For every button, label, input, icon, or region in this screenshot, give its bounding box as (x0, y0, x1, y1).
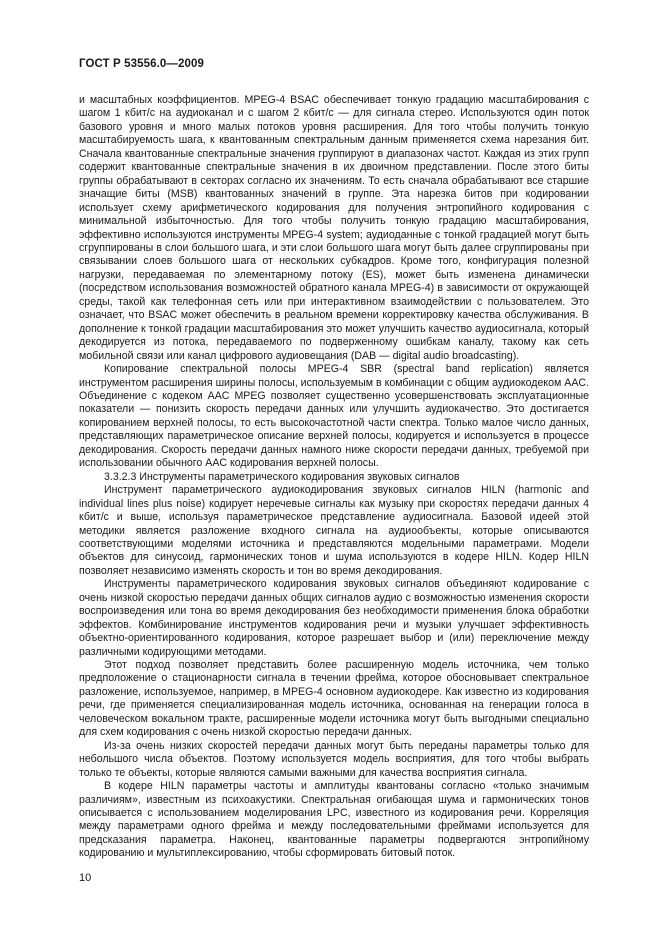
body-text (79, 94, 589, 861)
paragraph-source-model: Этот подход позволяет представить более расширенную модель источника, чем только предположение о стационарности сигнала в течении фрейма, которое обосновывает спектральное разложение, используемое, например, в MPEG-4 основном аудиокодере. Как известно из кодирования речи, где применяется специализированная модель источника, основанная на генерации голоса в человеческом вокальном тракте, расширенные модели источника могут быть выгодными специально для схем кодирования с очень низкой скоростью передачи данных. (79, 659, 589, 739)
paragraph-parametric-tools: Инструменты параметрического кодирования звуковых сигналов объединяют кодирование с очень низкой скоростью передачи данных общих сигналов аудио с возможностью изменения скорости воспроизведения или тона во время декодирования без необходимости применения блока обработки эффектов. Комбинирование инструментов кодирования речи и музыки улучшает эффективность объектно-ориентированного кодирования, которое разрешает выбор и (или) переключение между различными кодирующими методами. (79, 578, 589, 658)
paragraph-bsac: и масштабных коэффициентов. MPEG-4 BSAC обеспечивает тонкую градацию масштабирования с шагом 1 кбит/с на аудиоканал и с шагом 2 кбит/с — для сигнала стерео. Используются один поток базового уровня и много малых потоков уровня расширения. Для того чтобы получить тонкую масштабируемость шага, к квантованным спектральным данным применяется схема нарезания бит. Сначала квантованные спектральные значения группируют в диапазонах частот. Каждая из этих групп содержит квантованные спектральные значения в их двоичном представлении. После этого биты группы обрабатывают в секторах согласно их значениям. То есть сначала обрабатывают все старшие значащие биты (MSB) квантованных значений в группе. Эта нарезка битов при кодировании использует схему арифметического кодирования для получения энтропийного кодирования с минимальной избыточностью. Для того чтобы получить тонкую градацию масштабирования, эффективно используются инструменты MPEG-4 system; аудиоданные с тонкой градацией могут быть сгруппированы в слои большого шага, и эти слои большого шага могут быть далее сгруппированы при связывании слоев большого шага от нескольких субкадров. Кроме того, конфигурация полезной нагрузки, передаваемая по элементарному потоку (ES), может быть изменена динамически (посредством использования возможностей обратного канала MPEG-4) в зависимости от окружающей среды, такой как телефонная сеть или при интерактивном взаимодействии с пользователем. Это означает, что BSAC может обеспечить в реальном времени корректировку качества обслуживания. В дополнение к тонкой градации масштабирования это может улучшить качество аудиосигнала, который декодируется из потока, передаваемого по подверженному ошибкам каналу, такому как сеть мобильной связи или канал цифрового аудиовещания (DAB — digital audio broadcasting). (79, 94, 589, 362)
paragraph-perception-model: Из-за очень низких скоростей передачи данных могут быть переданы параметры только для небольшого числа объектов. Поэтому используется модель восприятия, для того чтобы выбрать только те объекты, которые являются самыми важными для качества восприятия сигнала. (79, 739, 589, 779)
paragraph-hiln: Инструмент параметрического аудиокодирования звуковых сигналов HILN (harmonic and individual lines plus noise) кодирует неречевые сигналы как музыку при скоростях передачи данных 4 кбит/с и выше, используя параметрическое представление аудиосигнала. Базовой идеей этой методики является разложение входного сигнала на аудиообъекты, которые описываются соответствующими моделями источника и представляются модельными параметрами. Модели объектов для синусоид, гармонических тонов и шума используются в кодере HILN. Кодер HILN позволяет независимо изменять скорость и тон во время декодирования. (79, 484, 589, 577)
paragraph-sbr: Копирование спектральной полосы MPEG-4 SBR (spectral band replication) является инструментом расширения ширины полосы, используемым в комбинации с общим аудиокодеком AAC. Объединение с кодеком AAC MPEG позволяет существенно усовершенствовать эксплуатационные показатели — понизить скорость передачи данных или улучшить аудиокачество. Это достигается копированием верхней полосы, то есть высокочастотной части спектра. Только малое число данных, представляющих параметрическое описание верхней полосы, кодируется и используется в процессе декодирования. Скорость передачи данных намного ниже скорости передачи данных, требуемой при использовании обычного AAC кодирования верхней полосы. (79, 363, 589, 470)
paragraph-quantization: В кодере HILN параметры частоты и амплитуды квантованы согласно «только значимым различиям», известным из психоакустики. Спектральная огибающая шума и гармонических тонов описывается с использованием моделирования LPC, известного из кодирования речи. Корреляция между параметрами одного фрейма и между последовательными фреймами используется для предсказания параметра. Наконец, квантованные параметры подвергаются энтропийному кодированию и мультиплексированию, чтобы сформировать битовый поток. (79, 780, 589, 860)
page-number: 10 (79, 872, 92, 884)
standard-header: ГОСТ Р 53556.0—2009 (79, 58, 204, 70)
section-heading: 3.3.2.3 Инструменты параметрического кодирования звуковых сигналов (104, 470, 460, 483)
